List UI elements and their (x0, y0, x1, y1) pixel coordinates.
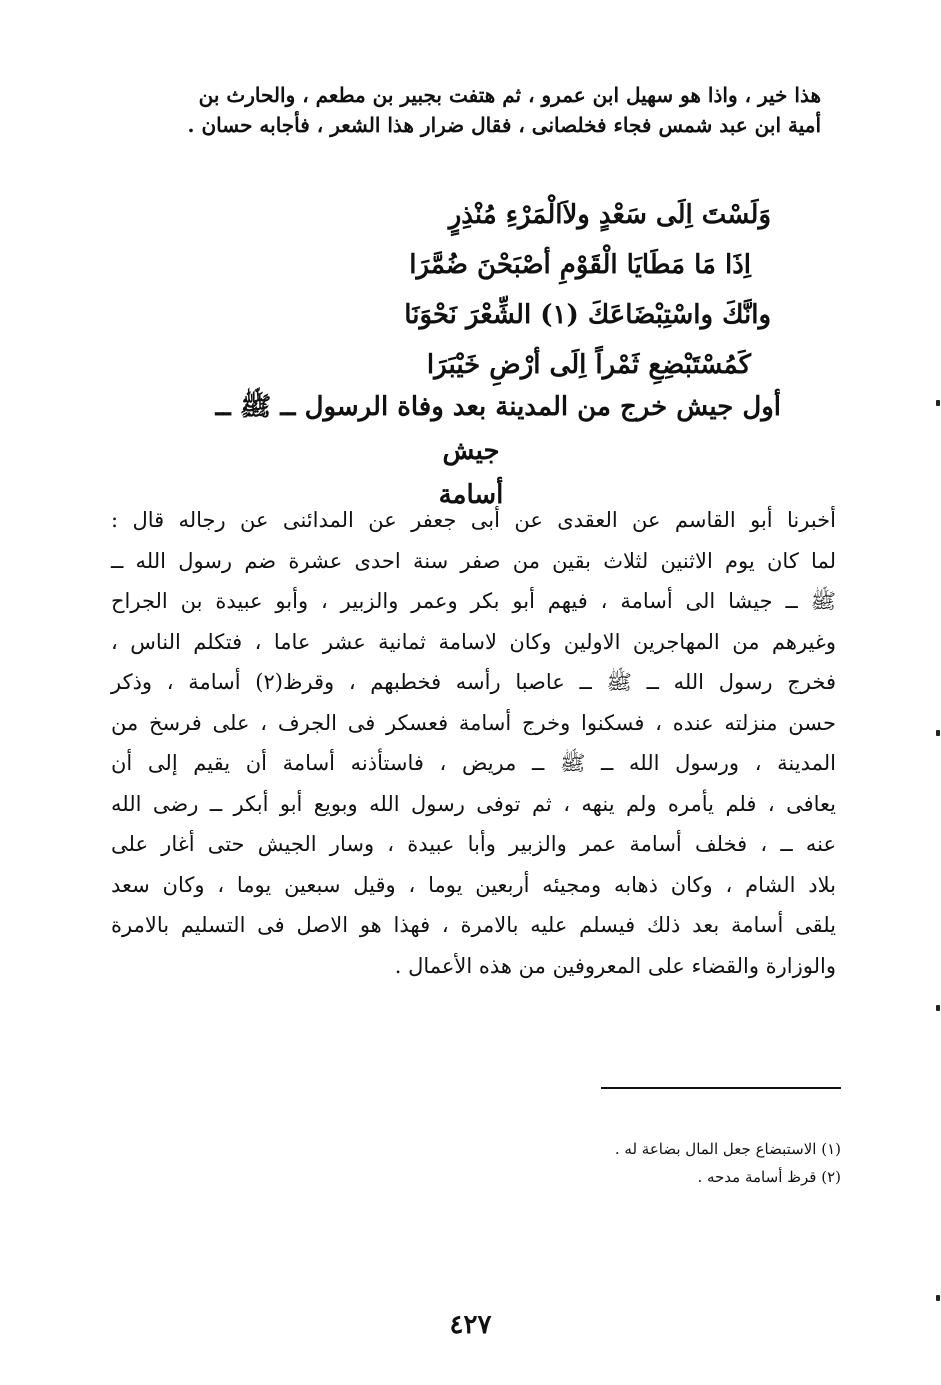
body-paragraph (111, 500, 836, 986)
poem-verse: كَمُسْتَبْضِعِ ثَمْراً اِلَى أرْضِ خَيْبَرَا (426, 350, 751, 380)
page-number: ٤٢٧ (449, 1310, 492, 1340)
poem-verse: وَلَسْتَ اِلَى سَعْدٍ ولاَالْمَرْءِ مُنْذِرٍ (448, 200, 771, 230)
body-line: المدينة ، ورسول الله ــ ﷺ ــ مريض ، فاستأذنه أسامة أن يقيم إلى أن (111, 751, 836, 775)
poem-verse: اِذَا مَا مَطَايَا الْقَوْمِ أصْبَحْنَ ضُمَّرَا (409, 250, 751, 280)
body-line: وغيرهم من المهاجرين الاولين وكان لاسامة ثمانية عشر عاما ، فتكلم الناس ، (111, 629, 836, 654)
poem-block (171, 190, 771, 390)
intro-line: أمية ابن عبد شمس فجاء فخلصانى ، فقال ضرار هذا الشعر ، فأجابه حسان . (187, 113, 821, 137)
body-line: فخرج رسول الله ــ ﷺ ــ عاصبا رأسه فخطبهم ، وقرظ(٢) أسامة ، وذكر (111, 670, 836, 694)
intro-line: هذا خير ، واذا هو سهيل ابن عمرو ، ثم هتفت بجبير بن مطعم ، والحارث بن (198, 83, 821, 107)
scan-mark (936, 400, 940, 406)
intro-paragraph (131, 80, 821, 140)
body-line: يلقى أسامة بعد ذلك فيسلم عليه بالامرة ، فهذا هو الاصل فى التسليم بالامرة (111, 913, 836, 937)
heading-line: أسامة (438, 480, 504, 510)
footnote-item: (١) الاستبضاع جعل المال بضاعة له . (614, 1140, 841, 1158)
body-line: لما كان يوم الاثنين لثلاث بقين من صفر سنة احدى عشرة ضم رسول الله ــ (111, 548, 836, 573)
body-line: بلاد الشام ، وكان ذهابه ومجيئه أربعين يوما ، وقيل سبعين يوما ، وكان سعد (111, 872, 836, 897)
scan-mark (936, 730, 940, 736)
body-line: ﷺ ــ جيشا الى أسامة ، فيهم أبو بكر وعمر والزبير ، وأبو عبيدة بن الجراح (111, 589, 836, 613)
scan-mark (936, 1295, 940, 1301)
heading-line: أول جيش خرج من المدينة بعد وفاة الرسول ــ ﷺ ــ جيش (215, 392, 781, 466)
body-line: حسن منزلته عنده ، فسكنوا وخرج أسامة فعسكر فى الجرف ، على فرسخ من (111, 710, 836, 735)
scan-mark (936, 1005, 940, 1011)
body-line: والوزارة والقضاء على المعروفين من هذه الأعمال . (394, 953, 836, 978)
poem-verse: وانَّكَ واسْتِبْضَاعَكَ (١) الشِّعْرَ نَحْوَنَا (404, 300, 771, 330)
footnotes (441, 1135, 841, 1191)
body-line: عنه ــ ، فخلف أسامة عمر والزبير وأبا عبيدة ، وسار الجيش حتى أغار على (111, 832, 836, 856)
footnote-item: (٢) قرظ أسامة مدحه . (697, 1168, 841, 1186)
section-heading (161, 385, 781, 517)
footnote-divider (601, 1087, 841, 1089)
body-line: يعافى ، فلم يأمره ولم ينهه ، ثم توفى رسول الله وبويع أبو أبكر ــ رضى الله (111, 791, 836, 816)
body-line: أخبرنا أبو القاسم عن العقدى عن أبى جعفر عن المدائنى عن رجاله قال : (111, 508, 836, 532)
